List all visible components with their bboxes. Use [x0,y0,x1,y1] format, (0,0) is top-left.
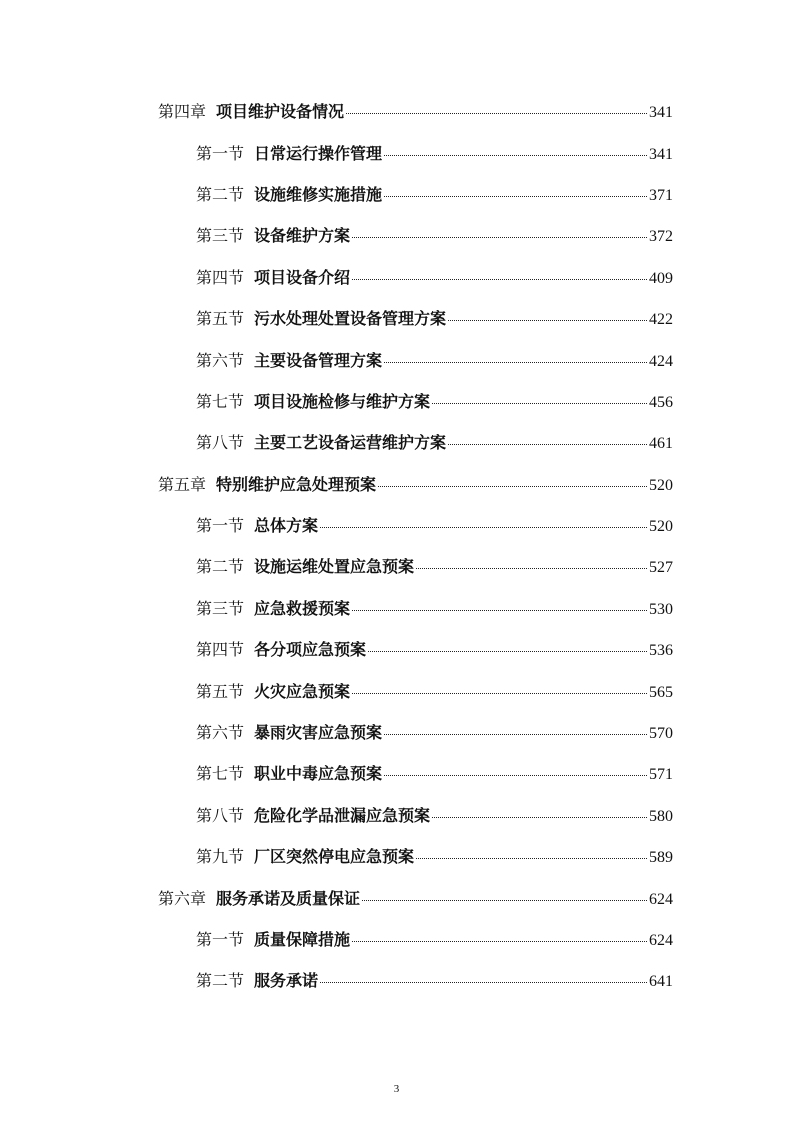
dot-leader [320,982,647,983]
toc-entry-number: 第二节 [196,557,245,577]
toc-section-entry[interactable] [0,669,793,710]
dot-leader [384,155,647,156]
toc-entry-line [196,968,673,991]
toc-section-entry[interactable] [0,545,793,586]
toc-entry-page: 571 [649,766,673,784]
toc-entry-line [196,223,673,246]
toc-entry-number: 第五节 [196,681,245,701]
toc-entry-page: 409 [649,269,673,287]
toc-section-entry[interactable] [0,214,793,255]
toc-section-entry[interactable] [0,421,793,462]
toc-entry-number: 第七节 [196,764,245,784]
toc-entry-title: 服务承诺 [254,971,319,991]
toc-entry-title: 应急救援预案 [254,598,351,618]
toc-entry-page: 527 [649,559,673,577]
toc-entry-number: 第三节 [196,598,245,618]
toc-section-entry[interactable] [0,835,793,876]
toc-entry-number: 第八节 [196,805,245,825]
toc-entry-title: 污水处理处置设备管理方案 [254,309,447,329]
toc-section-entry[interactable] [0,918,793,959]
toc-entry-number: 第八节 [196,433,245,453]
dot-leader [384,362,647,363]
toc-entry-line [196,679,673,702]
toc-entry-page: 624 [649,890,673,908]
toc-entry-page: 341 [649,145,673,163]
dot-leader [432,403,647,404]
toc-chapter-entry[interactable] [0,876,793,917]
toc-entry-number: 第四节 [196,640,245,660]
toc-entry-page: 422 [649,311,673,329]
toc-entry-title: 项目设备介绍 [254,267,351,287]
toc-section-entry[interactable] [0,504,793,545]
toc-entry-number: 第七节 [196,391,245,411]
toc-section-entry[interactable] [0,752,793,793]
dot-leader [352,237,647,238]
toc-entry-title: 主要工艺设备运营维护方案 [254,433,447,453]
dot-leader [352,693,647,694]
toc-entry-title: 主要设备管理方案 [254,350,383,370]
toc-entry-number: 第一节 [196,930,245,949]
dot-leader [416,568,647,569]
toc-entry-page: 456 [649,393,673,411]
dot-leader [368,651,647,652]
dot-leader [352,279,647,280]
toc-entry-page: 520 [649,476,673,494]
toc-chapter-entry[interactable] [0,90,793,131]
toc-entry-line [196,306,673,329]
toc-entry-page: 530 [649,600,673,618]
toc-entry-title: 各分项应急预案 [254,640,367,660]
toc-entry-number: 第六章 [158,888,207,908]
dot-leader [384,734,647,735]
toc-section-entry[interactable] [0,338,793,379]
toc-entry-line [196,927,673,950]
toc-entry-title: 设施运维处置应急预案 [254,557,415,577]
toc-entry-number: 第二节 [196,971,245,991]
toc-entry-title: 总体方案 [254,516,319,536]
toc-entry-title: 项目维护设备情况 [216,102,345,122]
toc-entry-page: 424 [649,352,673,370]
toc-entry-line [158,99,673,122]
dot-leader [384,196,647,197]
toc-chapter-entry[interactable] [0,463,793,504]
dot-leader [362,900,647,901]
toc-entry-page: 341 [649,104,673,122]
toc-entry-number: 第五节 [196,309,245,329]
dot-leader [384,775,647,776]
toc-entry-page: 570 [649,725,673,743]
toc-entry-line [196,430,673,453]
toc-entry-line [196,637,673,660]
toc-entry-number: 第一节 [196,516,245,536]
toc-entry-title: 火灾应急预案 [254,681,351,701]
toc-entry-page: 372 [649,228,673,246]
toc-entry-number: 第二节 [196,184,245,204]
toc-entry-title: 厂区突然停电应急预案 [254,847,415,867]
toc-entry-page: 624 [649,932,673,949]
toc-entry-line [158,886,673,909]
toc-entry-title: 设施维修实施措施 [254,184,383,204]
toc-entry-line [158,472,673,495]
toc-entry-title: 项目设施检修与维护方案 [254,391,431,411]
toc-section-entry[interactable] [0,380,793,421]
toc-section-entry[interactable] [0,297,793,338]
toc-entry-number: 第五章 [158,474,207,494]
toc-entry-number: 第一节 [196,143,245,163]
dot-leader [432,817,647,818]
toc-entry-line [196,554,673,577]
toc-entry-page: 520 [649,518,673,536]
toc-entry-line [196,720,673,743]
dot-leader [378,486,647,487]
toc-entry-title: 质量保障措施 [254,930,351,949]
toc-entry-line [196,141,673,164]
toc-entry-page: 565 [649,683,673,701]
dot-leader [448,320,647,321]
toc-entry-page: 580 [649,807,673,825]
toc-section-entry[interactable] [0,587,793,628]
toc-entry-number: 第三节 [196,226,245,246]
toc-entry-line [196,265,673,288]
toc-section-entry[interactable] [0,256,793,297]
toc-section-entry[interactable] [0,711,793,752]
toc-section-entry[interactable] [0,959,793,1000]
toc-entry-number: 第四节 [196,267,245,287]
toc-entry-page: 371 [649,186,673,204]
toc-entry-title: 职业中毒应急预案 [254,764,383,784]
toc-section-entry[interactable] [0,131,793,172]
page-number: 3 [393,1083,400,1095]
toc-section-entry[interactable] [0,173,793,214]
toc-entry-number: 第九节 [196,847,245,867]
toc-entry-line [196,761,673,784]
toc-section-entry[interactable] [0,794,793,835]
table-of-contents [0,90,793,1001]
toc-entry-number: 第四章 [158,102,207,122]
toc-entry-page: 589 [649,849,673,867]
toc-entry-line [196,182,673,205]
toc-entry-page: 536 [649,642,673,660]
toc-entry-line [196,803,673,826]
toc-entry-page: 641 [649,973,673,991]
dot-leader [352,941,647,942]
toc-entry-title: 危险化学品泄漏应急预案 [254,805,431,825]
toc-entry-number: 第六节 [196,350,245,370]
dot-leader [416,858,647,859]
toc-entry-number: 第六节 [196,723,245,743]
toc-entry-line [196,513,673,536]
toc-entry-line [196,348,673,371]
toc-entry-line [196,389,673,412]
toc-section-entry[interactable] [0,628,793,669]
dot-leader [346,113,647,114]
toc-entry-page: 461 [649,435,673,453]
toc-entry-title: 服务承诺及质量保证 [216,888,361,908]
toc-entry-title: 日常运行操作管理 [254,143,383,163]
dot-leader [352,610,647,611]
toc-entry-line [196,844,673,867]
dot-leader [320,527,647,528]
dot-leader [448,444,647,445]
toc-entry-line [196,596,673,619]
toc-entry-title: 暴雨灾害应急预案 [254,723,383,743]
toc-entry-title: 特别维护应急处理预案 [216,474,377,494]
toc-entry-title: 设备维护方案 [254,226,351,246]
